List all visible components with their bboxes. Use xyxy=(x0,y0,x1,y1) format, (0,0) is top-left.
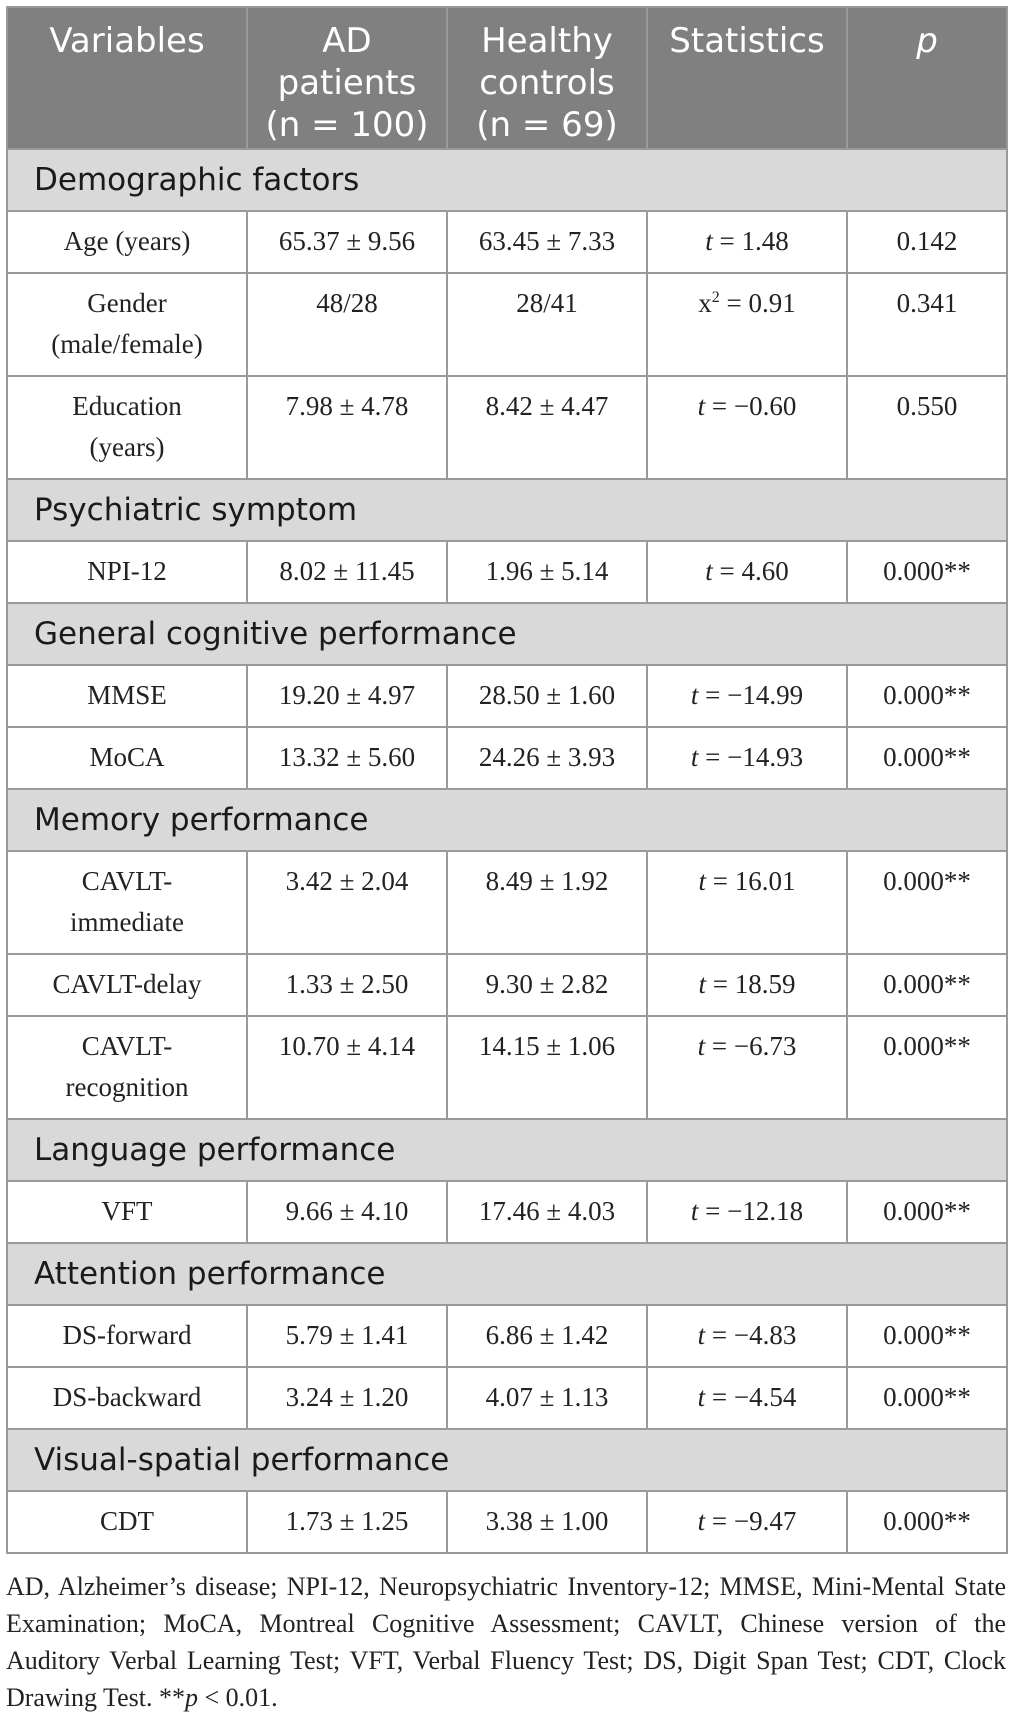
table-footnote xyxy=(6,1568,1006,1716)
cell-variable xyxy=(7,273,247,376)
table-row xyxy=(7,211,1007,273)
cell-ad-value: 1.73 ± 1.25 xyxy=(247,1491,447,1553)
cell-p-value: 0.550 xyxy=(847,376,1007,479)
cell-ad-value: 10.70 ± 4.14 xyxy=(247,1016,447,1119)
statistic-value: = −4.83 xyxy=(705,1320,797,1350)
table-body xyxy=(7,149,1007,1553)
cell-ad-value: 7.98 ± 4.78 xyxy=(247,376,447,479)
cell-hc-value: 28.50 ± 1.60 xyxy=(447,665,647,727)
cell-statistic xyxy=(647,1016,847,1119)
cell-ad-value: 3.42 ± 2.04 xyxy=(247,851,447,954)
statistic-value: = −12.18 xyxy=(698,1196,804,1226)
variable-line: (years) xyxy=(89,432,165,462)
section-header-row xyxy=(7,1243,1007,1305)
cell-variable xyxy=(7,1305,247,1367)
cell-ad-value: 3.24 ± 1.20 xyxy=(247,1367,447,1429)
statistic-symbol: t xyxy=(697,1382,706,1412)
variable-line: immediate xyxy=(70,907,184,937)
cell-variable xyxy=(7,954,247,1016)
variable-line: DS-forward xyxy=(62,1320,192,1350)
statistic-symbol: t xyxy=(697,1506,706,1536)
cell-variable xyxy=(7,1491,247,1553)
header-hc-line-2: controls xyxy=(479,63,615,103)
cell-hc-value: 17.46 ± 4.03 xyxy=(447,1181,647,1243)
cell-ad-value: 65.37 ± 9.56 xyxy=(247,211,447,273)
statistic-symbol: t xyxy=(690,680,699,710)
header-ad-line-3: (n = 100) xyxy=(265,105,429,145)
statistic-symbol: t xyxy=(697,1031,706,1061)
cell-p-value: 0.000** xyxy=(847,954,1007,1016)
statistic-symbol: t xyxy=(690,1196,699,1226)
statistic-symbol: t xyxy=(697,1320,706,1350)
header-hc-line-3: (n = 69) xyxy=(476,105,618,145)
header-healthy-controls xyxy=(447,7,647,149)
results-table xyxy=(6,6,1008,1554)
section-header-row xyxy=(7,789,1007,851)
cell-variable xyxy=(7,541,247,603)
cell-hc-value: 8.49 ± 1.92 xyxy=(447,851,647,954)
cell-hc-value: 14.15 ± 1.06 xyxy=(447,1016,647,1119)
table-row xyxy=(7,1305,1007,1367)
table-container xyxy=(6,6,1006,1716)
variable-line: CAVLT- xyxy=(81,1031,173,1061)
statistic-symbol: t xyxy=(698,969,707,999)
section-title: Visual-spatial performance xyxy=(7,1429,1007,1491)
cell-ad-value: 1.33 ± 2.50 xyxy=(247,954,447,1016)
table-row xyxy=(7,1491,1007,1553)
statistic-value: = 18.59 xyxy=(706,969,796,999)
section-header-row xyxy=(7,479,1007,541)
table-row xyxy=(7,541,1007,603)
cell-p-value: 0.000** xyxy=(847,727,1007,789)
cell-statistic xyxy=(647,851,847,954)
header-hc-line-1: Healthy xyxy=(481,21,613,61)
statistic-value: = −6.73 xyxy=(705,1031,797,1061)
header-p-value xyxy=(847,7,1007,149)
table-row xyxy=(7,376,1007,479)
table-row xyxy=(7,1016,1007,1119)
variable-line: CAVLT-delay xyxy=(52,969,202,999)
cell-p-value: 0.000** xyxy=(847,665,1007,727)
cell-p-value: 0.000** xyxy=(847,1367,1007,1429)
variable-line: MMSE xyxy=(87,680,167,710)
cell-ad-value: 9.66 ± 4.10 xyxy=(247,1181,447,1243)
cell-variable xyxy=(7,851,247,954)
cell-hc-value: 24.26 ± 3.93 xyxy=(447,727,647,789)
cell-hc-value: 9.30 ± 2.82 xyxy=(447,954,647,1016)
cell-statistic xyxy=(647,1181,847,1243)
statistic-superscript: 2 xyxy=(711,289,720,306)
cell-statistic xyxy=(647,1491,847,1553)
statistic-symbol: t xyxy=(697,391,706,421)
cell-variable xyxy=(7,211,247,273)
section-title: General cognitive performance xyxy=(7,603,1007,665)
cell-ad-value: 8.02 ± 11.45 xyxy=(247,541,447,603)
cell-variable xyxy=(7,665,247,727)
variable-line: Education xyxy=(72,391,182,421)
cell-p-value: 0.000** xyxy=(847,1181,1007,1243)
table-row xyxy=(7,851,1007,954)
statistic-symbol: t xyxy=(690,742,699,772)
section-title: Psychiatric symptom xyxy=(7,479,1007,541)
statistic-value: = 0.91 xyxy=(719,288,796,318)
cell-variable xyxy=(7,1181,247,1243)
variable-line: NPI-12 xyxy=(87,556,167,586)
cell-ad-value: 48/28 xyxy=(247,273,447,376)
cell-p-value: 0.000** xyxy=(847,1491,1007,1553)
header-statistics-line: Statistics xyxy=(669,21,825,61)
cell-statistic xyxy=(647,273,847,376)
table-header-row xyxy=(7,7,1007,149)
variable-line: VFT xyxy=(101,1196,153,1226)
cell-p-value: 0.142 xyxy=(847,211,1007,273)
table-row xyxy=(7,665,1007,727)
cell-hc-value: 4.07 ± 1.13 xyxy=(447,1367,647,1429)
variable-line: Age (years) xyxy=(63,226,191,256)
cell-statistic xyxy=(647,954,847,1016)
statistic-symbol: x xyxy=(698,288,712,318)
table-row xyxy=(7,954,1007,1016)
cell-p-value: 0.000** xyxy=(847,541,1007,603)
cell-hc-value: 3.38 ± 1.00 xyxy=(447,1491,647,1553)
variable-line: Gender xyxy=(87,288,167,318)
section-title: Language performance xyxy=(7,1119,1007,1181)
cell-ad-value: 13.32 ± 5.60 xyxy=(247,727,447,789)
header-p-symbol: p xyxy=(916,21,938,61)
cell-ad-value: 19.20 ± 4.97 xyxy=(247,665,447,727)
section-header-row xyxy=(7,1429,1007,1491)
variable-line: (male/female) xyxy=(51,329,203,359)
section-title: Memory performance xyxy=(7,789,1007,851)
footnote-p-rest: < 0.01. xyxy=(197,1683,278,1712)
table-row xyxy=(7,273,1007,376)
cell-statistic xyxy=(647,1367,847,1429)
statistic-symbol: t xyxy=(705,226,713,256)
cell-hc-value: 6.86 ± 1.42 xyxy=(447,1305,647,1367)
table-row xyxy=(7,727,1007,789)
section-header-row xyxy=(7,1119,1007,1181)
variable-line: DS-backward xyxy=(52,1382,202,1412)
cell-hc-value: 1.96 ± 5.14 xyxy=(447,541,647,603)
statistic-value: = −4.54 xyxy=(705,1382,797,1412)
cell-statistic xyxy=(647,376,847,479)
variable-line: CDT xyxy=(100,1506,154,1536)
statistic-symbol: t xyxy=(698,866,707,896)
variable-line: recognition xyxy=(65,1072,189,1102)
cell-statistic xyxy=(647,211,847,273)
footnote-text: AD, Alzheimer’s disease; NPI-12, Neuropsychiatric Inventory-12; MMSE, Mini-Mental State Examination; MoCA, Montreal Cognitive Assessment; CAVLT, Chinese version of the Auditory Verbal Learning Test; VFT, Verbal Fluency Test; DS, Digit Span Test; CDT, Clock Drawing Test. ** xyxy=(6,1572,1006,1712)
table-row xyxy=(7,1367,1007,1429)
cell-p-value: 0.000** xyxy=(847,851,1007,954)
cell-variable xyxy=(7,727,247,789)
cell-variable xyxy=(7,376,247,479)
section-header-row xyxy=(7,603,1007,665)
table-row xyxy=(7,1181,1007,1243)
header-ad-patients xyxy=(247,7,447,149)
statistic-value: = −9.47 xyxy=(705,1506,797,1536)
cell-statistic xyxy=(647,665,847,727)
statistic-value: = −14.99 xyxy=(698,680,804,710)
cell-p-value: 0.000** xyxy=(847,1305,1007,1367)
variable-line: MoCA xyxy=(89,742,165,772)
cell-hc-value: 63.45 ± 7.33 xyxy=(447,211,647,273)
cell-variable xyxy=(7,1016,247,1119)
header-variables xyxy=(7,7,247,149)
header-statistics xyxy=(647,7,847,149)
cell-hc-value: 28/41 xyxy=(447,273,647,376)
statistic-value: = 1.48 xyxy=(712,226,789,256)
footnote-p-symbol: p xyxy=(184,1683,198,1712)
cell-ad-value: 5.79 ± 1.41 xyxy=(247,1305,447,1367)
statistic-value: = 16.01 xyxy=(706,866,796,896)
section-title: Attention performance xyxy=(7,1243,1007,1305)
section-title: Demographic factors xyxy=(7,149,1007,211)
cell-p-value: 0.341 xyxy=(847,273,1007,376)
statistic-symbol: t xyxy=(705,556,713,586)
header-variables-line: Variables xyxy=(49,21,205,61)
variable-line: CAVLT- xyxy=(81,866,173,896)
statistic-value: = 4.60 xyxy=(712,556,789,586)
cell-statistic xyxy=(647,541,847,603)
header-ad-line-1: AD xyxy=(322,21,372,61)
cell-statistic xyxy=(647,1305,847,1367)
statistic-value: = −14.93 xyxy=(698,742,804,772)
cell-p-value: 0.000** xyxy=(847,1016,1007,1119)
header-ad-line-2: patients xyxy=(277,63,417,103)
cell-statistic xyxy=(647,727,847,789)
statistic-value: = −0.60 xyxy=(705,391,797,421)
section-header-row xyxy=(7,149,1007,211)
cell-hc-value: 8.42 ± 4.47 xyxy=(447,376,647,479)
cell-variable xyxy=(7,1367,247,1429)
